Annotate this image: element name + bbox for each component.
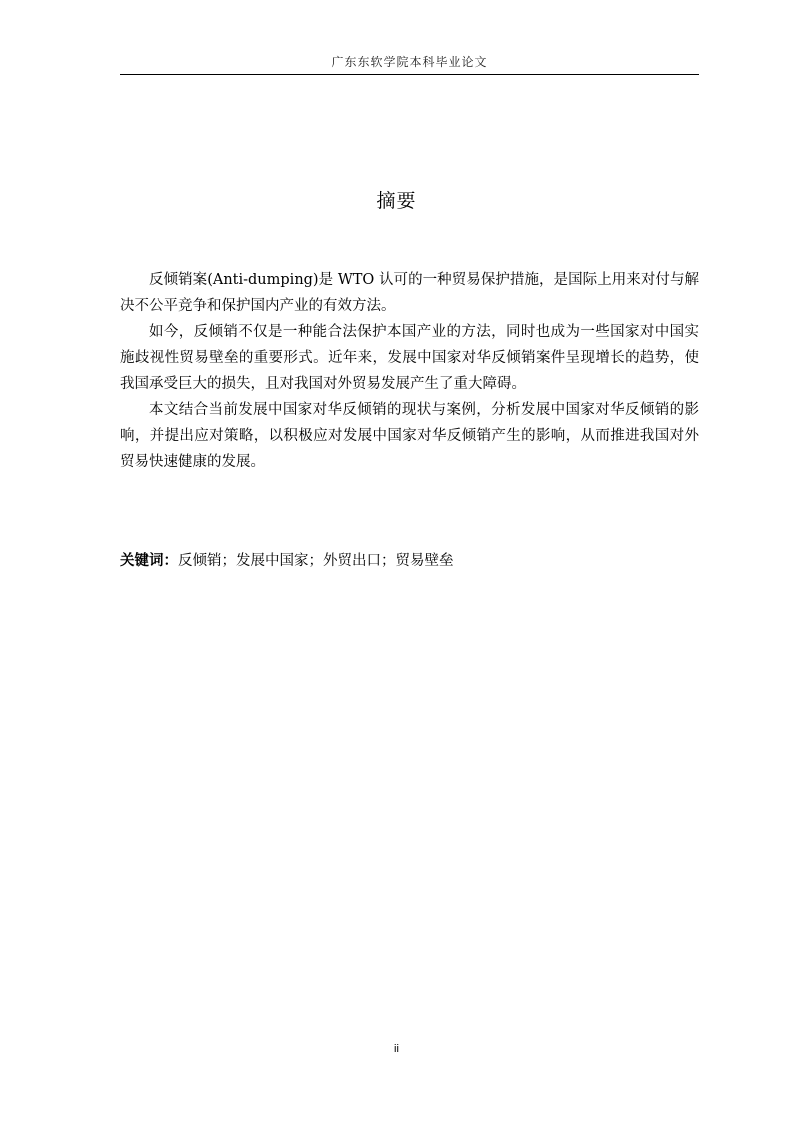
abstract-paragraph-3: 本文结合当前发展中国家对华反倾销的现状与案例，分析发展中国家对华反倾销的影响，并提出应对策略，以积极应对发展中国家对华反倾销产生的影响，从而推进我国对外贸易快速健康的发展。 (120, 402, 699, 470)
abstract-paragraph-2: 如今，反倾销不仅是一种能合法保护本国产业的方法，同时也成为一些国家对中国实施歧视性贸易壁垒的重要形式。近年来，发展中国家对华反倾销案件呈现增长的趋势，使我国承受巨大的损失，且对我国对外贸易发展产生了重大障碍。 (120, 324, 699, 392)
keywords-line (120, 548, 699, 574)
abstract-paragraph-1: 反倾销案(Anti-dumping)是 WTO 认可的一种贸易保护措施，是国际上用来对付与解决不公平竞争和保护国内产业的有效方法。 (120, 272, 699, 314)
page-number: ii (394, 1043, 399, 1055)
keywords-text: 反倾销；发展中国家；外贸出口；贸易壁垒 (178, 553, 454, 569)
abstract-body (120, 267, 699, 475)
page-header (120, 52, 699, 75)
abstract-title: 摘要 (376, 190, 417, 212)
header-text: 广东东软学院本科毕业论文 (331, 55, 488, 69)
keywords-label: 关键词： (120, 553, 178, 569)
